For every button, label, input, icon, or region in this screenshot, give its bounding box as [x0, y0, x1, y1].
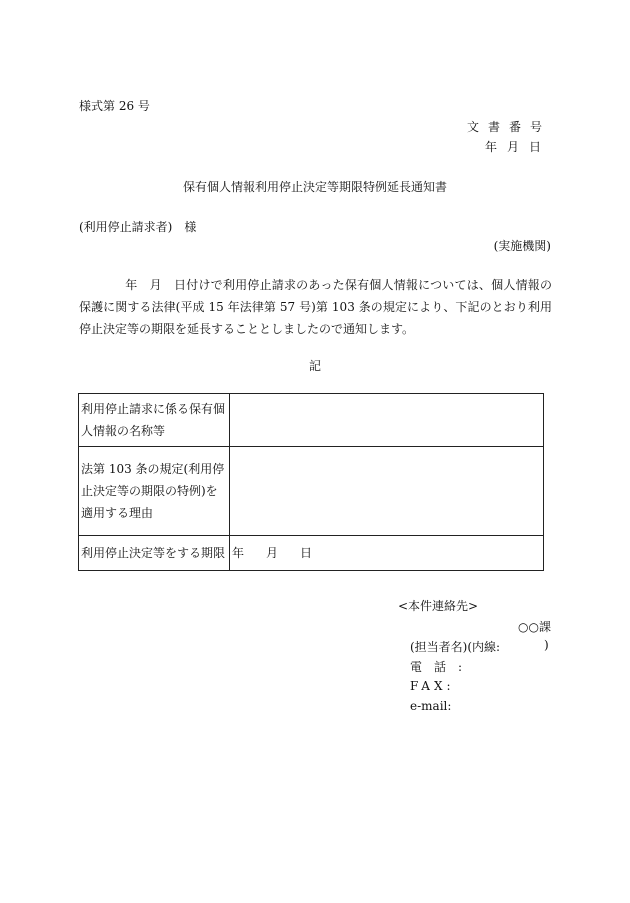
ki-heading: 記: [308, 359, 321, 373]
table-value-cell: [230, 447, 544, 536]
contact-extension-close: ): [544, 638, 549, 652]
deadline-month: 月: [266, 546, 279, 560]
contact-email: e-mail:: [410, 699, 452, 713]
table-value-cell: [230, 394, 544, 447]
table-row: [79, 447, 544, 536]
deadline-date-cell: [230, 536, 544, 571]
contact-fax: FAX:: [410, 679, 455, 693]
notice-body: [79, 274, 552, 340]
table-row: [79, 536, 544, 571]
deadline-day: 日: [300, 546, 313, 560]
document-date-label: 年月日: [484, 140, 551, 154]
deadline-year: 年: [232, 546, 245, 560]
contact-person: (担当者名)(内線:: [410, 640, 501, 654]
recipient-line: (利用停止請求者) 様: [79, 220, 197, 234]
table-label-cell: 利用停止決定等をする期限: [79, 536, 230, 571]
document-title: 保有個人情報利用停止決定等期限特例延長通知書: [182, 180, 447, 194]
contact-section: ○○課: [518, 620, 551, 634]
form-number: 様式第 26 号: [79, 99, 150, 113]
contact-heading: <本件連絡先>: [398, 599, 479, 613]
agency-line: (実施機関): [493, 239, 551, 253]
table-row: [79, 394, 544, 447]
table-label-cell: 利用停止請求に係る保有個人情報の名称等: [79, 394, 230, 447]
contact-telephone: 電話:: [410, 660, 475, 674]
document-number-label: 文書番号: [466, 120, 551, 134]
details-table: [78, 393, 544, 571]
notice-body-text: 年 月 日付けで利用停止請求のあった保有個人情報については、個人情報の保護に関する法律(平成 15 年法律第 57 号)第 103 条の規定により、下記のとおり利用停止決定等の期限を延長することとしましたので通知します。: [79, 278, 552, 336]
table-label-cell: 法第 103 条の規定(利用停止決定等の期限の特例)を適用する理由: [79, 447, 230, 536]
